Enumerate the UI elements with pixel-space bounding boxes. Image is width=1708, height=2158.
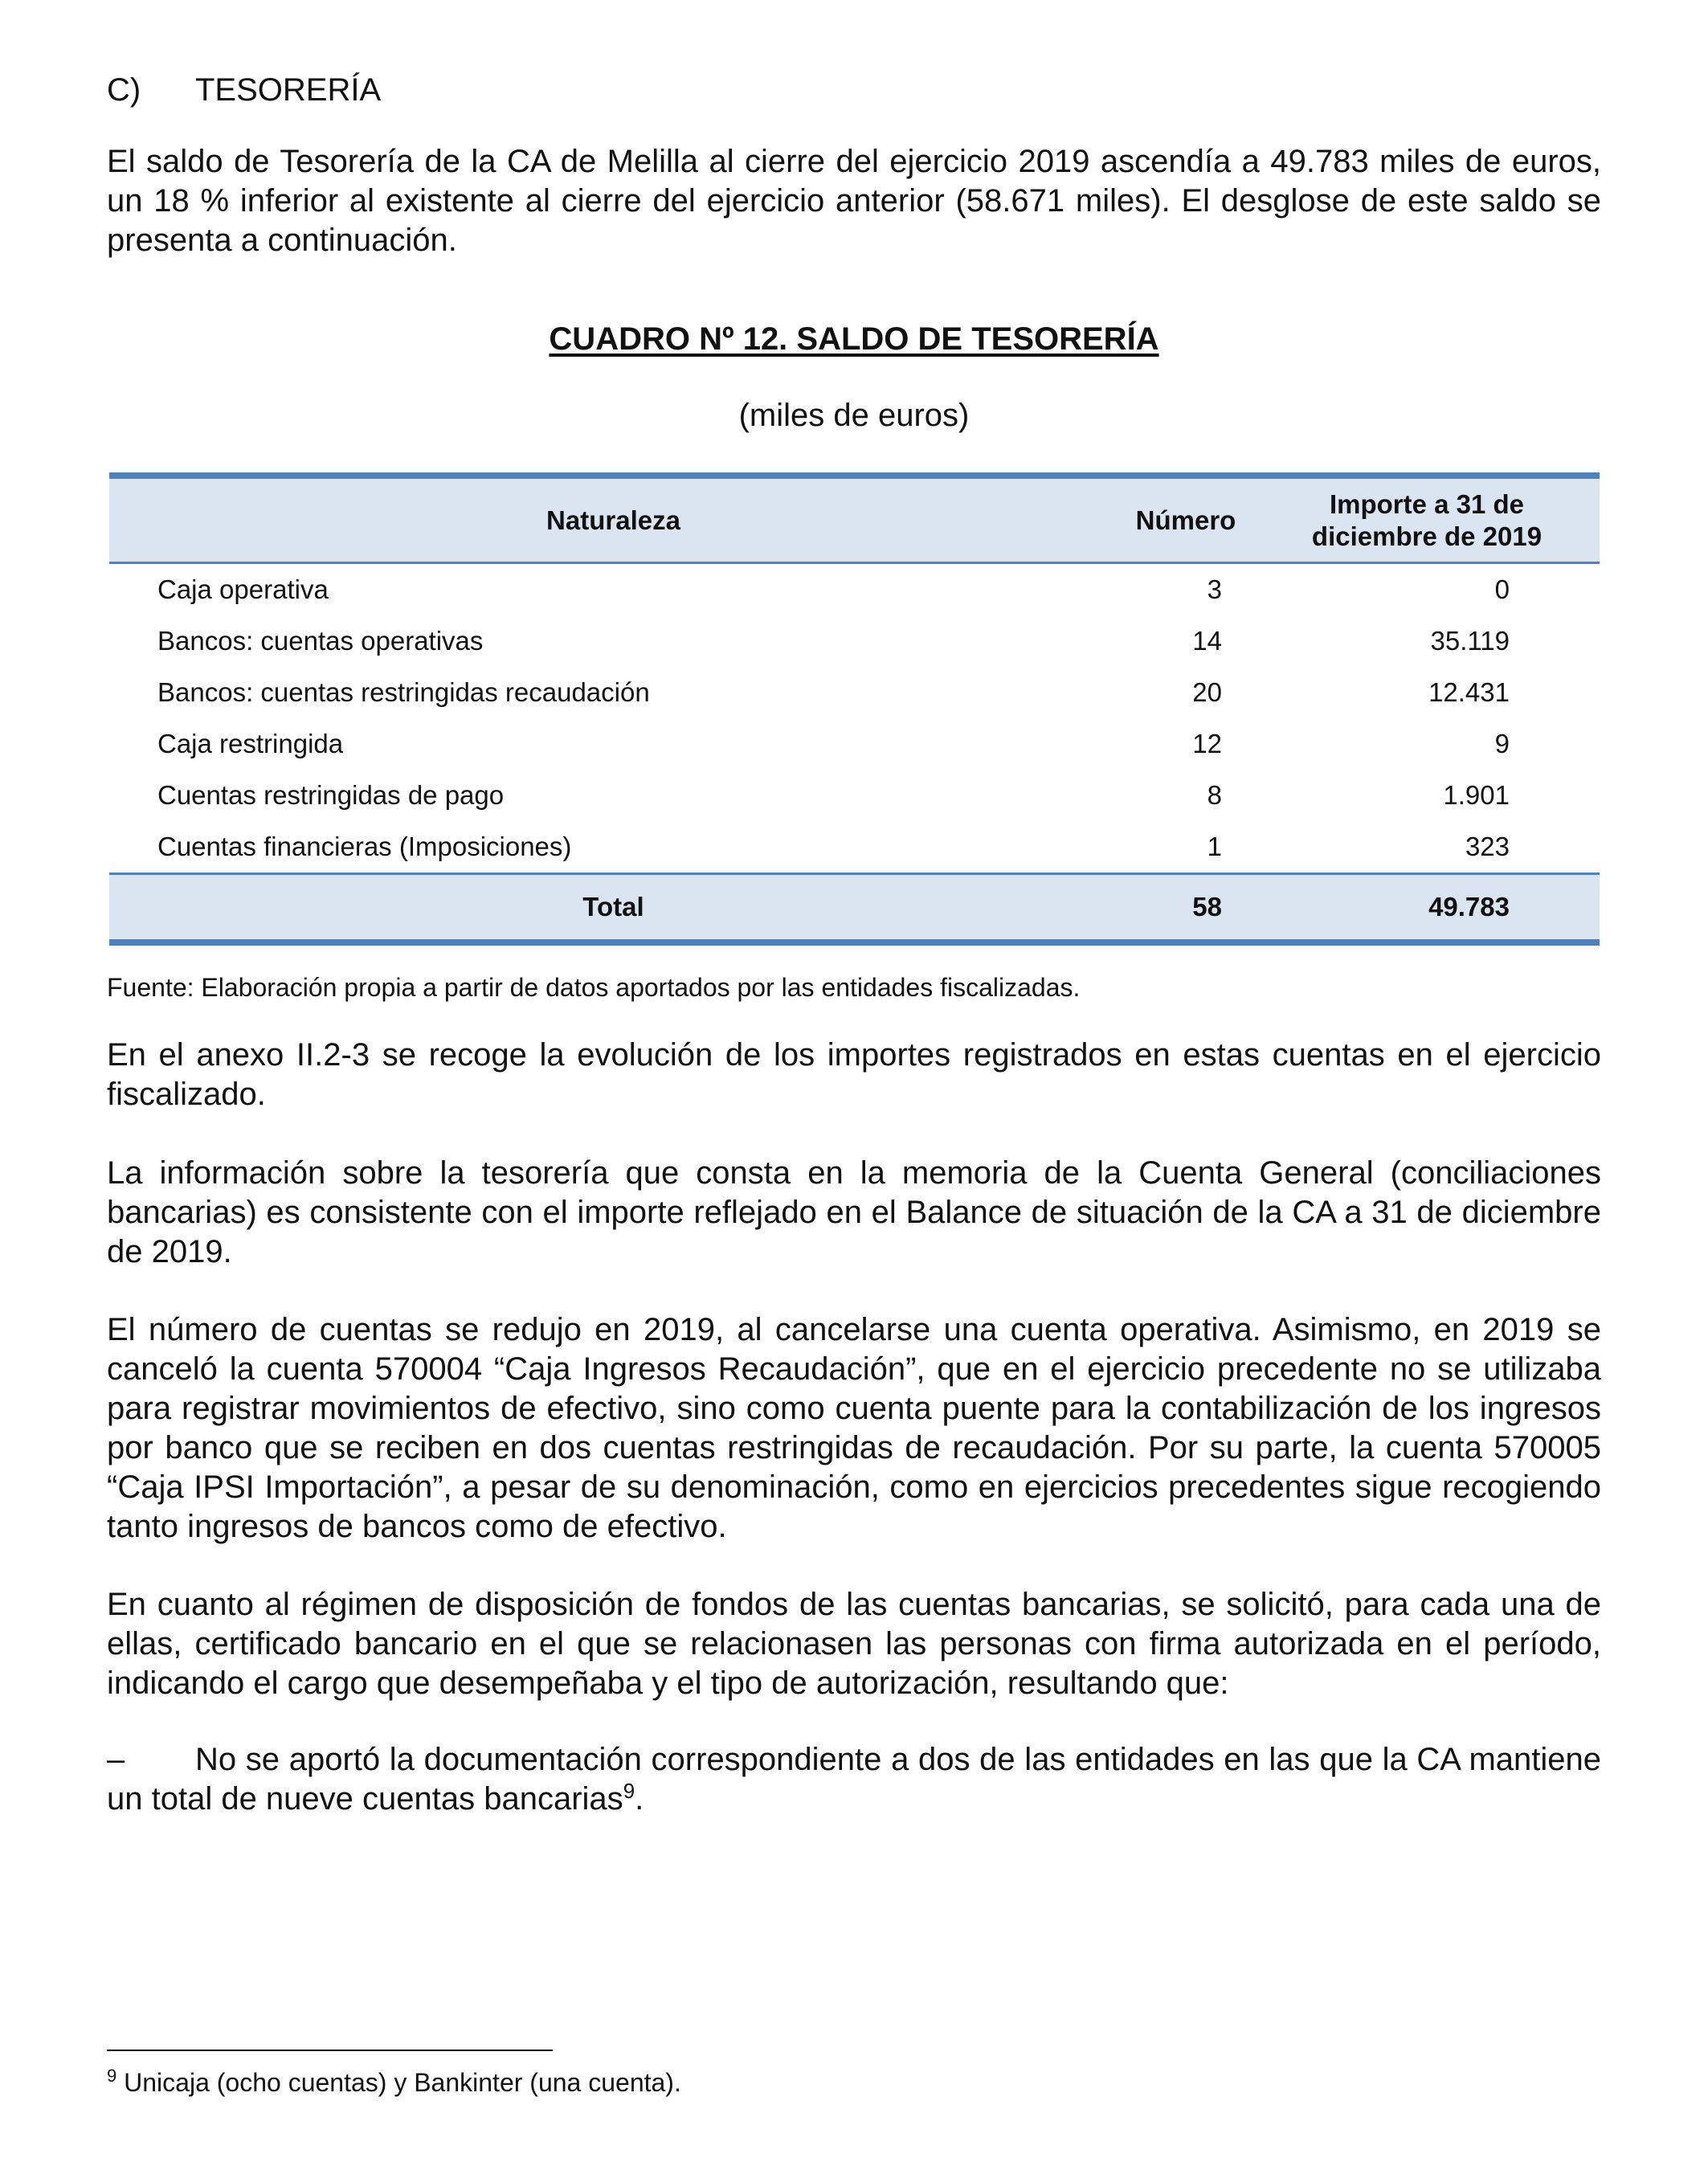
header-naturaleza: Naturaleza [109, 476, 1118, 563]
row-naturaleza: Bancos: cuentas operativas [157, 626, 484, 656]
row-naturaleza: Caja restringida [157, 729, 344, 758]
row-importe: 0 [1494, 574, 1510, 604]
row-naturaleza: Caja operativa [157, 574, 329, 604]
list-item-end: . [635, 1781, 644, 1817]
header-importe-text: Importe a 31 de diciembre de 2019 [1311, 488, 1543, 551]
footnote [107, 2066, 681, 2099]
row-importe: 323 [1465, 832, 1510, 861]
list-item [107, 1740, 1601, 1819]
table-row [109, 821, 1600, 874]
total-numero: 58 [1118, 874, 1254, 943]
total-label: Total [109, 874, 1118, 943]
header-numero: Número [1118, 476, 1254, 563]
header-importe [1254, 476, 1600, 563]
list-item-text: No se aportó la documentación correspondiente a dos de las entidades en las que la CA mantiene un total de nueve cuentas bancarias [107, 1742, 1601, 1817]
section-letter: C) [107, 72, 141, 108]
row-importe: 1.901 [1443, 780, 1510, 810]
table-row [109, 770, 1600, 821]
table-row [109, 563, 1600, 616]
info-paragraph: La información sobre la tesorería que consta en la memoria de la Cuenta General (conciliaciones bancarias) es consistente con el importe reflejado en el Balance de situación de la CA a 31 de diciembre de 2019. [107, 1155, 1601, 1269]
table-row [109, 718, 1600, 770]
row-naturaleza: Cuentas restringidas de pago [157, 780, 505, 810]
table-row [109, 615, 1600, 667]
row-numero: 14 [1192, 626, 1222, 656]
annex-paragraph: En el anexo II.2-3 se recoge la evolución de los importes registrados en estas cuentas en el ejercicio fiscalizado. [107, 1037, 1601, 1112]
row-numero: 3 [1207, 574, 1222, 604]
footnote-text: Unicaja (ocho cuentas) y Bankinter (una cuenta). [116, 2068, 681, 2097]
table-total-row [109, 874, 1600, 943]
document-page [107, 0, 1601, 2158]
footnote-number: 9 [107, 2066, 117, 2086]
row-naturaleza: Cuentas financieras (Imposiciones) [157, 832, 572, 861]
row-importe: 9 [1494, 729, 1510, 758]
table-title [107, 320, 1601, 358]
footnote-reference[interactable]: 9 [623, 1779, 635, 1803]
table-header-row [109, 476, 1600, 563]
row-numero: 20 [1192, 677, 1222, 707]
table-units: (miles de euros) [738, 398, 970, 433]
regime-paragraph: En cuanto al régimen de disposición de fondos de las cuentas bancarias, se solicitó, para cada una de ellas, certificado bancario en el que se relacionasen las personas con firma autorizada en el período, indicando el cargo que desempeñaba y el tipo de autorización, resultando que: [107, 1587, 1601, 1701]
accounts-paragraph: El número de cuentas se redujo en 2019, al cancelarse una cuenta operativa. Asimismo, en 2019 se canceló la cuenta 570004 “Caja Ingresos Recaudación”, que en el ejercicio precedente no se utilizaba para registrar movimientos de efectivo, sino como cuenta puente para la contabilización de los ingresos por banco que se reciben en dos cuentas restringidas de recaudación. Por su parte, la cuenta 570005 “Caja IPSI Importación”, a pesar de su denominación, como en ejercicios precedentes sigue recogiendo tanto ingresos de bancos como de efectivo. [107, 1312, 1601, 1544]
row-numero: 8 [1207, 780, 1222, 810]
intro-paragraph: El saldo de Tesorería de la CA de Melilla al cierre del ejercicio 2019 ascendía a 49.783 miles de euros, un 18 % inferior al existente al cierre del ejercicio anterior (58.671 miles). El desglose de este saldo se presenta a continuación. [107, 144, 1601, 258]
treasury-table [109, 472, 1600, 946]
row-numero: 12 [1192, 729, 1222, 758]
table-title-text: CUADRO Nº 12. SALDO DE TESORERÍA [549, 321, 1159, 357]
section-heading [107, 71, 381, 109]
total-importe: 49.783 [1254, 874, 1600, 943]
row-importe: 35.119 [1430, 626, 1510, 656]
section-title: TESORERÍA [195, 72, 382, 108]
row-naturaleza: Bancos: cuentas restringidas recaudación [157, 677, 650, 707]
row-importe: 12.431 [1428, 677, 1510, 707]
row-numero: 1 [1207, 832, 1222, 861]
table-source-note: Fuente: Elaboración propia a partir de datos aportados por las entidades fiscalizadas. [107, 973, 1081, 1002]
dash-bullet: – [107, 1742, 125, 1777]
footnote-divider [107, 2050, 553, 2051]
table-row [109, 667, 1600, 718]
